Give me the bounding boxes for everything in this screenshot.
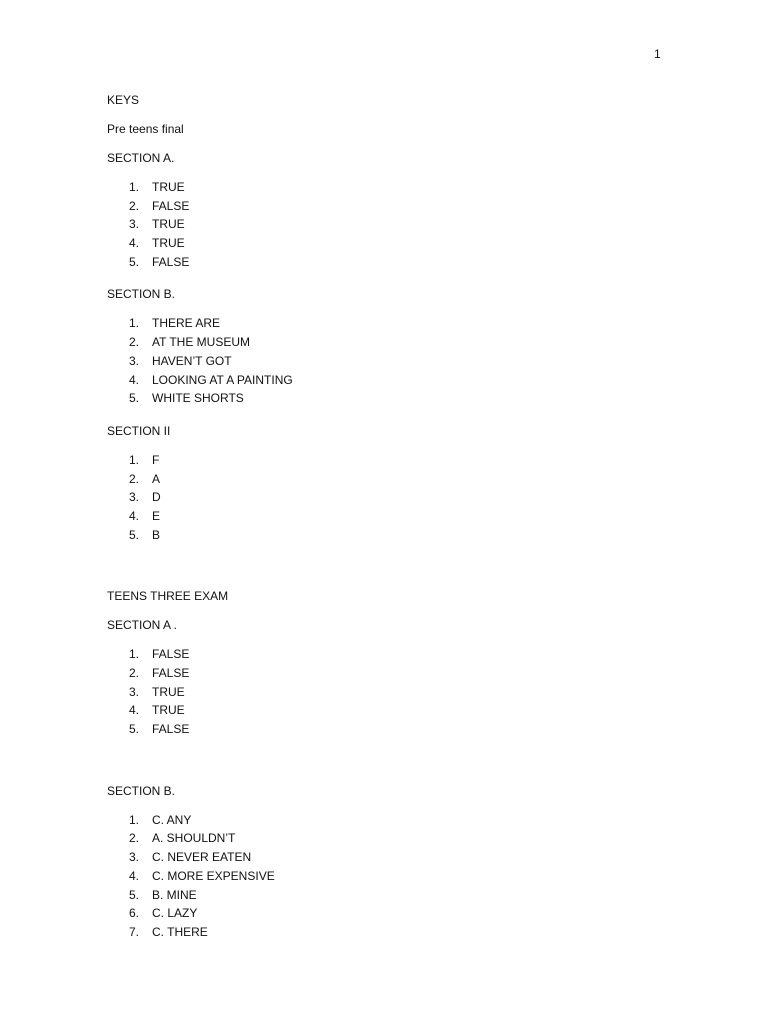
list-number: 3. (129, 490, 140, 505)
list-number: 5. (129, 254, 140, 269)
answer-text: TRUE (152, 684, 185, 699)
answer-text: B (152, 527, 161, 542)
answer-text: FALSE (152, 254, 190, 269)
list-number: 1. (129, 812, 140, 827)
list-item (107, 490, 667, 509)
list-number: 4. (129, 868, 140, 883)
list-item (107, 925, 667, 944)
answer-list (107, 180, 667, 273)
list-number: 7. (129, 924, 140, 939)
answer-list (107, 813, 667, 944)
page-number: 1 (654, 47, 661, 61)
section-heading: SECTION A. (107, 151, 175, 165)
list-number: 2. (129, 198, 140, 213)
list-number: 5. (129, 887, 140, 902)
list-number: 4. (129, 508, 140, 523)
answer-list (107, 647, 667, 740)
answer-text: C. THERE (152, 924, 208, 939)
list-number: 1. (129, 180, 140, 194)
list-number: 3. (129, 684, 140, 699)
list-item (107, 509, 667, 528)
list-item (107, 831, 667, 850)
list-item (107, 373, 667, 392)
answer-text: WHITE SHORTS (152, 391, 244, 406)
answer-text: FALSE (152, 198, 190, 213)
list-item (107, 888, 667, 907)
answer-text: C. MORE EXPENSIVE (152, 868, 275, 883)
list-number: 4. (129, 236, 140, 251)
answer-text: C. ANY (152, 812, 192, 827)
list-item (107, 236, 667, 255)
answer-text: A. SHOULDN’T (152, 831, 236, 846)
list-number: 1. (129, 452, 140, 467)
list-number: 6. (129, 906, 140, 921)
answer-text: F (152, 452, 160, 467)
list-item (107, 647, 667, 666)
answer-text: FALSE (152, 647, 190, 662)
answer-text: C. LAZY (152, 906, 198, 921)
answer-text: FALSE (152, 722, 190, 737)
list-item (107, 180, 667, 199)
list-number: 2. (129, 831, 140, 846)
list-number: 2. (129, 471, 140, 486)
list-item (107, 391, 667, 410)
list-number: 5. (129, 527, 140, 542)
list-item (107, 906, 667, 925)
list-item (107, 528, 667, 547)
answer-text: LOOKING AT A PAINTING (152, 372, 293, 387)
answer-text: TRUE (152, 236, 185, 251)
list-item (107, 354, 667, 373)
list-item (107, 453, 667, 472)
answer-text: TRUE (152, 180, 185, 194)
answer-text: D (152, 490, 161, 505)
list-number: 3. (129, 850, 140, 865)
answer-list (107, 316, 667, 409)
document-title: KEYS (107, 93, 140, 107)
list-item (107, 472, 667, 491)
list-item (107, 813, 667, 832)
section-heading: SECTION B. (107, 287, 176, 302)
answer-text: FALSE (152, 666, 190, 680)
list-item (107, 722, 667, 741)
list-number: 4. (129, 703, 140, 718)
list-item (107, 850, 667, 869)
list-number: 5. (129, 722, 140, 737)
exam-title: TEENS THREE EXAM (107, 589, 229, 604)
list-number: 1. (129, 316, 140, 331)
list-number: 3. (129, 353, 140, 368)
list-item (107, 869, 667, 888)
answer-text: TRUE (152, 703, 185, 718)
list-item (107, 666, 667, 685)
answer-list (107, 453, 667, 546)
answer-text: C. NEVER EATEN (152, 850, 252, 865)
list-item (107, 685, 667, 704)
answer-text: TRUE (152, 217, 185, 232)
list-item (107, 217, 667, 236)
list-number: 1. (129, 647, 140, 662)
list-number: 2. (129, 666, 140, 680)
answer-text: THERE ARE (152, 316, 221, 331)
answer-text: E (152, 508, 161, 523)
section-heading: SECTION A . (107, 618, 178, 633)
list-item (107, 316, 667, 335)
list-number: 3. (129, 217, 140, 232)
list-item (107, 335, 667, 354)
list-number: 2. (129, 335, 140, 350)
list-item (107, 255, 667, 274)
document-body (107, 93, 667, 958)
answer-text: HAVEN’T GOT (152, 353, 232, 368)
document-subtitle: Pre teens final (107, 122, 184, 136)
answer-text: A (152, 471, 161, 486)
section-heading: SECTION B. (107, 783, 176, 798)
list-item (107, 199, 667, 218)
section-heading: SECTION II (107, 423, 171, 438)
list-number: 5. (129, 391, 140, 406)
answer-text: B. MINE (152, 887, 197, 902)
answer-text: AT THE MUSEUM (152, 335, 251, 350)
list-item (107, 703, 667, 722)
list-number: 4. (129, 372, 140, 387)
